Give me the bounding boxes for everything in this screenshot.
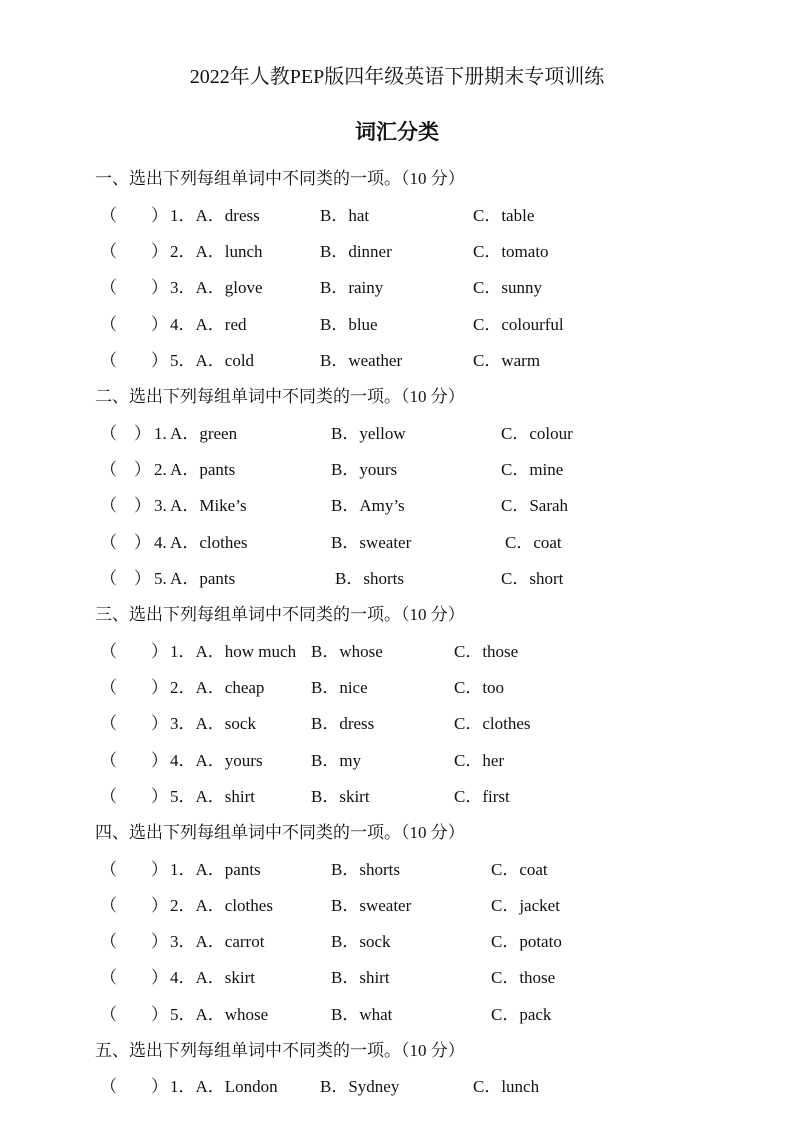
section-heading: 五、选出下列每组单词中不同类的一项。（10 分）: [95, 1041, 465, 1060]
option-b: B．Sydney: [320, 1077, 400, 1096]
option-b: B．nice: [311, 678, 368, 697]
option-a: 2．A．lunch: [170, 242, 263, 261]
option-b: B．yours: [331, 460, 398, 479]
option-c: C．her: [454, 751, 505, 770]
question-row: [0, 1000, 794, 1024]
question-row: [0, 237, 794, 261]
option-b: B．shorts: [335, 569, 404, 588]
option-b: B．weather: [320, 351, 403, 370]
option-b: B．dinner: [320, 242, 392, 261]
answer-bracket[interactable]: （ ）: [100, 569, 151, 588]
option-b: B．yellow: [331, 424, 406, 443]
option-b: B．my: [311, 751, 362, 770]
option-b: B．shirt: [331, 968, 390, 987]
option-c: C．too: [454, 678, 505, 697]
answer-bracket[interactable]: （ ）: [100, 1077, 168, 1096]
option-b: B．sock: [331, 932, 391, 951]
option-a: 4．A．yours: [170, 751, 263, 770]
option-c: C．warm: [473, 351, 541, 370]
answer-bracket[interactable]: （ ）: [100, 787, 168, 806]
question-row: [0, 637, 794, 661]
answer-bracket[interactable]: （ ）: [100, 642, 168, 661]
question-row: [0, 564, 794, 588]
question-row: [0, 963, 794, 987]
question-row: [0, 782, 794, 806]
answer-bracket[interactable]: （ ）: [100, 533, 151, 552]
option-a: 1．A．dress: [170, 206, 260, 225]
answer-bracket[interactable]: （ ）: [100, 714, 168, 733]
option-b: B．what: [331, 1005, 393, 1024]
answer-bracket[interactable]: （ ）: [100, 242, 168, 261]
option-a: 5．A．shirt: [170, 787, 255, 806]
option-c: C．pack: [491, 1005, 552, 1024]
option-c: C．colourful: [473, 315, 564, 334]
question-row: [0, 346, 794, 370]
option-a: 3．A．glove: [170, 278, 263, 297]
option-b: B．shorts: [331, 860, 400, 879]
answer-bracket[interactable]: （ ）: [100, 860, 168, 879]
answer-bracket[interactable]: （ ）: [100, 968, 168, 987]
option-c: C．table: [473, 206, 535, 225]
section-heading: 三、选出下列每组单词中不同类的一项。（10 分）: [95, 605, 465, 624]
option-a: 1．A．pants: [170, 860, 261, 879]
answer-bracket[interactable]: （ ）: [100, 278, 168, 297]
question-row: [0, 673, 794, 697]
option-c: C．mine: [501, 460, 564, 479]
option-c: C．colour: [501, 424, 573, 443]
option-a: 2．A．clothes: [170, 896, 273, 915]
option-b: B．skirt: [311, 787, 370, 806]
option-a: 4．A．skirt: [170, 968, 255, 987]
option-c: C．sunny: [473, 278, 542, 297]
question-row: [0, 927, 794, 951]
option-b: B．dress: [311, 714, 375, 733]
option-b: B．sweater: [331, 533, 412, 552]
question-row: [0, 201, 794, 225]
question-row: [0, 491, 794, 515]
option-a: 3. A．Mike’s: [154, 496, 247, 515]
option-b: B．sweater: [331, 896, 412, 915]
answer-bracket[interactable]: （ ）: [100, 932, 168, 951]
option-c: C．Sarah: [501, 496, 569, 515]
answer-bracket[interactable]: （ ）: [100, 751, 168, 770]
option-c: C．those: [454, 642, 519, 661]
answer-bracket[interactable]: （ ）: [100, 496, 151, 515]
option-b: B．whose: [311, 642, 383, 661]
option-c: C．potato: [491, 932, 562, 951]
option-c: C．tomato: [473, 242, 549, 261]
section-heading: 四、选出下列每组单词中不同类的一项。（10 分）: [95, 823, 465, 842]
answer-bracket[interactable]: （ ）: [100, 351, 168, 370]
question-row: [0, 419, 794, 443]
option-b: B．Amy’s: [331, 496, 405, 515]
answer-bracket[interactable]: （ ）: [100, 424, 151, 443]
option-c: C．lunch: [473, 1077, 540, 1096]
option-a: 5．A．whose: [170, 1005, 269, 1024]
option-a: 3．A．carrot: [170, 932, 265, 951]
option-a: 1．A．how much: [170, 642, 297, 661]
document-title: 2022年人教PEP版四年级英语下册期末专项训练: [189, 66, 605, 88]
option-c: C．coat: [491, 860, 548, 879]
answer-bracket[interactable]: （ ）: [100, 315, 168, 334]
question-row: [0, 891, 794, 915]
option-a: 1．A．London: [170, 1077, 278, 1096]
question-row: [0, 709, 794, 733]
question-row: [0, 310, 794, 334]
option-a: 5．A．cold: [170, 351, 255, 370]
option-b: B．hat: [320, 206, 370, 225]
option-c: C．first: [454, 787, 510, 806]
document-subtitle: 词汇分类: [355, 120, 439, 144]
option-b: B．rainy: [320, 278, 384, 297]
section-heading: 二、选出下列每组单词中不同类的一项。（10 分）: [95, 387, 465, 406]
option-c: C．those: [491, 968, 556, 987]
option-c: C．clothes: [454, 714, 531, 733]
question-row: [0, 855, 794, 879]
answer-bracket[interactable]: （ ）: [100, 460, 151, 479]
option-a: 2. A．pants: [154, 460, 236, 479]
answer-bracket[interactable]: （ ）: [100, 896, 168, 915]
question-row: [0, 746, 794, 770]
option-a: 4．A．red: [170, 315, 247, 334]
question-row: [0, 455, 794, 479]
option-c: C．jacket: [491, 896, 560, 915]
answer-bracket[interactable]: （ ）: [100, 678, 168, 697]
answer-bracket[interactable]: （ ）: [100, 206, 168, 225]
option-c: C．coat: [505, 533, 562, 552]
section-heading: 一、选出下列每组单词中不同类的一项。（10 分）: [95, 169, 465, 188]
answer-bracket[interactable]: （ ）: [100, 1005, 168, 1024]
option-a: 2．A．cheap: [170, 678, 265, 697]
option-a: 4. A．clothes: [154, 533, 248, 552]
option-a: 1. A．green: [154, 424, 238, 443]
option-c: C．short: [501, 569, 564, 588]
option-a: 3．A．sock: [170, 714, 256, 733]
option-b: B．blue: [320, 315, 378, 334]
option-a: 5. A．pants: [154, 569, 236, 588]
question-row: [0, 273, 794, 297]
question-row: [0, 1072, 794, 1096]
question-row: [0, 528, 794, 552]
